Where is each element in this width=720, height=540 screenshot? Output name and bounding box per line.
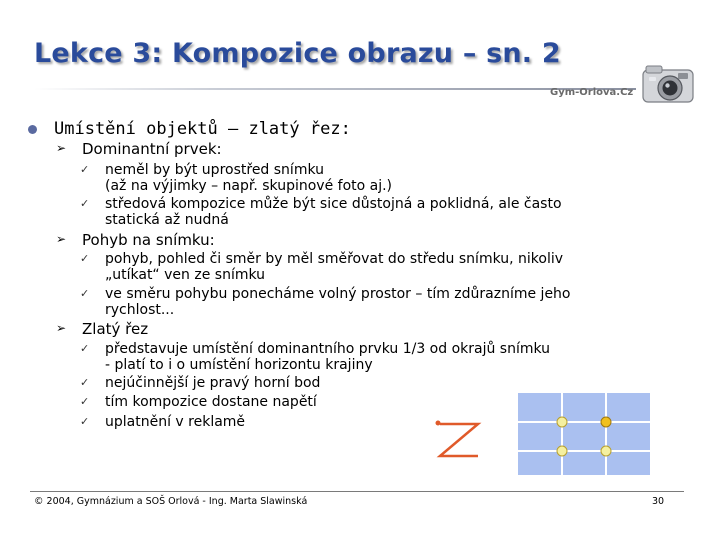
check-icon: ✓ (80, 376, 90, 389)
check-icon: ✓ (80, 415, 90, 428)
item-text: uplatnění v reklamě (105, 414, 246, 430)
item-text: tím kompozice dostane napětí (105, 394, 317, 410)
page-number: 30 (652, 496, 665, 507)
z-reading-path-illustration (434, 418, 484, 462)
item-text: neměl by být uprostřed snímku (až na výjimky – např. skupinové foto aj.) (105, 162, 393, 194)
arrow-bullet-icon: ➢ (56, 141, 67, 155)
arrow-bullet-icon: ➢ (56, 321, 67, 335)
rule-of-thirds-grid (518, 393, 650, 475)
title-divider (34, 88, 636, 90)
section-heading: Pohyb na snímku: (82, 231, 215, 249)
footer-divider (30, 491, 684, 492)
arrow-bullet-icon: ➢ (56, 232, 67, 246)
item-text: středová kompozice může být sice důstojná a poklidná, ale často statická až nudná (105, 196, 562, 228)
item-text: pohyb, pohled či směr by měl směřovat do středu snímku, nikoliv „utíkat“ ven ze snímku (105, 251, 564, 283)
check-icon: ✓ (80, 395, 90, 408)
section-heading: Dominantní prvek: (82, 140, 222, 158)
check-icon: ✓ (80, 252, 90, 265)
section-heading: Zlatý řez (82, 320, 149, 338)
item-text: nejúčinnější je pravý horní bod (105, 375, 321, 391)
footer-text: © 2004, Gymnázium a SOŠ Orlová - Ing. Marta Slawinská (34, 496, 308, 507)
slide-title: Lekce 3: Kompozice obrazu – sn. 2 (34, 38, 561, 69)
check-icon: ✓ (80, 342, 90, 355)
main-bullet-text: Umístění objektů – zlatý řez: (54, 119, 351, 139)
item-text: představuje umístění dominantního prvku 1/3 od okrajů snímku - platí to i o umístění horizontu krajiny (105, 341, 551, 373)
brand-label: Gym-Orlova.Cz (550, 87, 634, 98)
check-icon: ✓ (80, 287, 90, 300)
dot-bullet (28, 125, 37, 134)
check-icon: ✓ (80, 197, 90, 210)
check-icon: ✓ (80, 163, 90, 176)
item-text: ve směru pohybu ponecháme volný prostor – tím zdůrazníme jeho rychlost... (105, 286, 571, 318)
camera-icon (640, 58, 696, 110)
